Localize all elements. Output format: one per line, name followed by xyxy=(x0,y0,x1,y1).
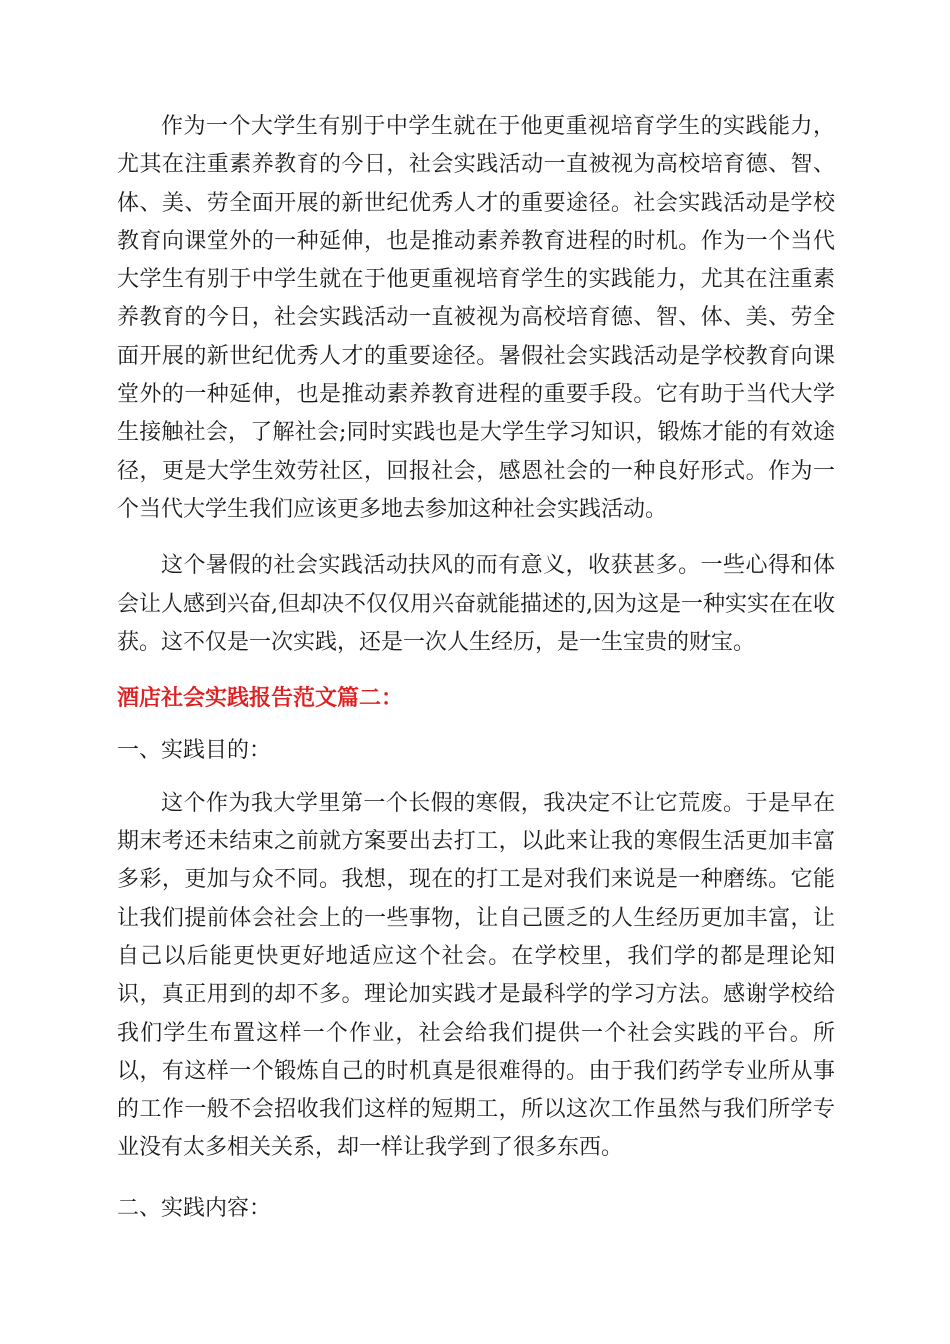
document-body xyxy=(117,108,835,1242)
body-paragraph: 这个作为我大学里第一个长假的寒假，我决定不让它荒废。于是早在期末考还未结束之前就方案要出去打工，以此来让我的寒假生活更加丰富多彩，更加与众不同。我想，现在的打工是对我们来说是一种磨练。它能让我们提前体会社会上的一些事物，让自己匮乏的人生经历更加丰富，让自己以后能更快更好地适应这个社会。在学校里，我们学的都是理论知识，真正用到的却不多。理论加实践才是最科学的学习方法。感谢学校给我们学生布置这样一个作业，社会给我们提供一个社会实践的平台。所以，有这样一个锻炼自己的时机真是很难得的。由于我们药学专业所从事的工作一般不会招收我们这样的短期工，所以这次工作虽然与我们所学专业没有太多相关关系，却一样让我学到了很多东西。 xyxy=(117,790,835,1161)
body-paragraph: 作为一个大学生有别于中学生就在于他更重视培育学生的实践能力，尤其在注重素养教育的今日，社会实践活动一直被视为高校培育德、智、体、美、劳全面开展的新世纪优秀人才的重要途径。社会实践活动是学校教育向课堂外的一种延伸，也是推动素养教育进程的时机。作为一个当代大学生有别于中学生就在于他更重视培育学生的实践能力，尤其在注重素养教育的今日，社会实践活动一直被视为高校培育德、智、体、美、劳全面开展的新世纪优秀人才的重要途径。暑假社会实践活动是学校教育向课堂外的一种延伸，也是推动素养教育进程的重要手段。它有助于当代大学生接触社会，了解社会;同时实践也是大学生学习知识，锻炼才能的有效途径，更是大学生效劳社区，回报社会，感恩社会的一种良好形式。作为一个当代大学生我们应该更多地去参加这种社会实践活动。 xyxy=(117,114,835,522)
subheading-practice-purpose: 一、实践目的： xyxy=(117,738,272,764)
body-paragraph: 这个暑假的社会实践活动扶风的而有意义，收获甚多。一些心得和体会让人感到兴奋,但却决不仅仅用兴奋就能描述的,因为这是一种实实在在收获。这不仅是一次实践，还是一次人生经历，是一生宝贵的财宝。 xyxy=(117,553,835,655)
section-heading: 酒店社会实践报告范文篇二： xyxy=(117,686,404,712)
subheading-practice-content: 二、实践内容： xyxy=(117,1195,272,1221)
